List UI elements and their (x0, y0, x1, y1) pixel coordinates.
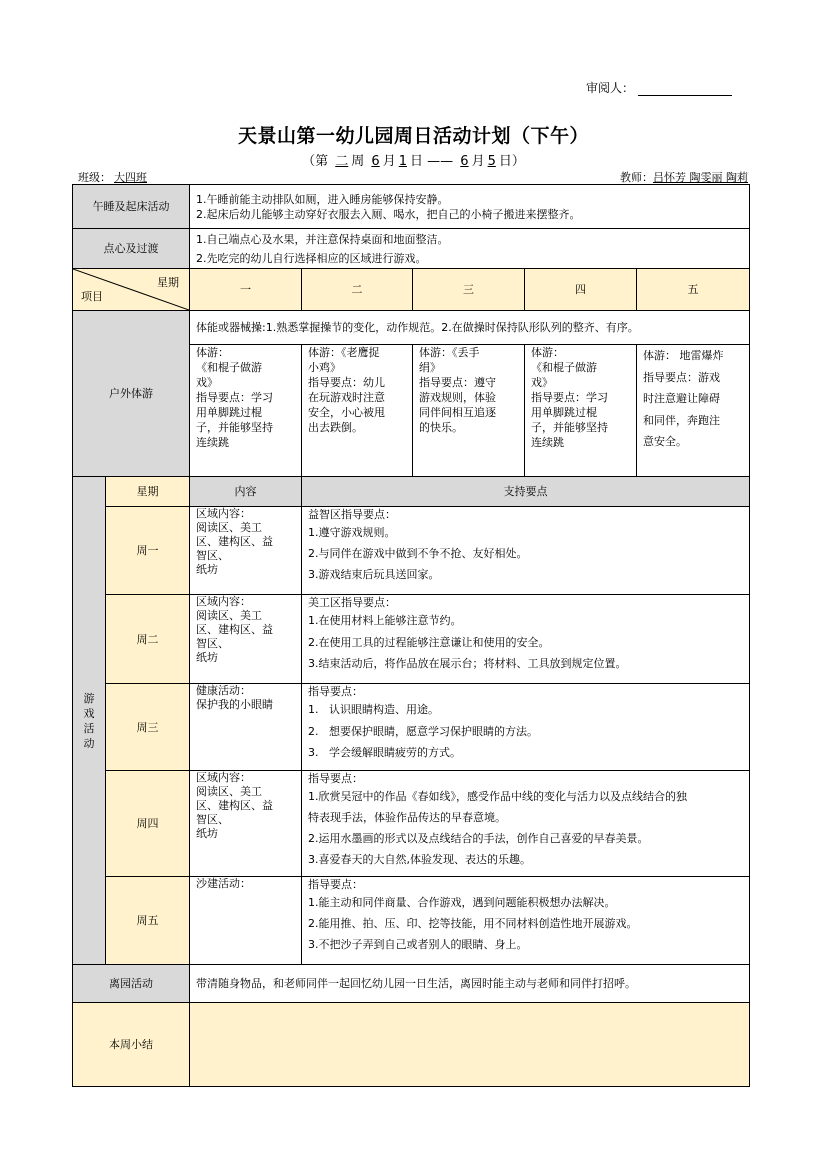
end-day: 5 (487, 154, 496, 169)
support-line: 指导要点： (308, 772, 363, 785)
game-line: 出去跌倒。 (308, 421, 363, 434)
nap-row (73, 185, 750, 229)
game-line: 时注意避让障碍 (643, 392, 720, 405)
snack-line: 1.自己端点心及水果，并注意保持桌面和地面整洁。 (196, 232, 449, 246)
outdoor-exercise: 体能或器械操:1.熟悉掌握操节的变化，动作规范。2.在做操时保持队形队列的整齐、有序。 (190, 311, 750, 345)
game-line: 体游： (196, 346, 229, 359)
games-row (73, 771, 750, 877)
games-header-row (73, 477, 750, 507)
week-unit: 周 (351, 154, 365, 169)
content-line: 纸坊 (196, 651, 218, 664)
game-line: 用单脚跳过棍 (196, 406, 262, 419)
games-day: 周四 (106, 771, 190, 877)
nap-line: 2.起床后幼儿能够主动穿好衣服去入厕、喝水，把自己的小椅子搬进来摆整齐。 (196, 207, 581, 221)
game-line: 的快乐。 (419, 421, 463, 434)
game-line: 指导要点：游戏 (643, 370, 720, 384)
end-day-unit: 日） (498, 154, 525, 169)
support-line: 2.在使用工具的过程能够注意谦让和使用的安全。 (308, 635, 550, 649)
games-row (73, 595, 750, 684)
game-line: 指导要点：遵守 (419, 376, 496, 389)
day-header: 一 (190, 269, 302, 311)
games-support (302, 507, 750, 595)
game-line: 子，并能够坚持 (531, 421, 608, 434)
game-line: 体游： (531, 346, 564, 359)
content-line: 阅读区、美工 (196, 785, 262, 798)
content-line: 区域内容： (196, 595, 251, 608)
start-month: 6 (371, 154, 380, 169)
game-line: 在玩游戏时注意 (308, 391, 385, 404)
support-line: 指导要点： (308, 685, 363, 698)
class-field (78, 169, 175, 185)
support-line: 2.与同伴在游戏中做到不争不抢、友好相处。 (308, 547, 528, 560)
game-line: 体游： 地雷爆炸 (643, 349, 724, 362)
game-line: 戏》 (196, 376, 218, 389)
teacher-label: 教师： (620, 171, 653, 184)
reviewer-label: 审阅人： (586, 81, 635, 95)
games-day: 周三 (106, 684, 190, 771)
corner-weekday-label: 星期 (157, 276, 179, 289)
content-line: 智区、 (196, 813, 229, 826)
support-line: 1.能主动和同伴商量、合作游戏，遇到问题能积极想办法解决。 (308, 896, 616, 909)
week-number: 二 (335, 154, 349, 169)
summary-label: 本周小结 (73, 1003, 190, 1087)
game-line: 《和棍子做游 (531, 361, 597, 374)
summary-content[interactable] (190, 1003, 750, 1087)
day-unit: 日 (410, 154, 424, 169)
game-line: 连续跳 (531, 436, 564, 449)
games-support (302, 771, 750, 877)
class-label: 班级： (78, 171, 111, 184)
teacher-field (620, 169, 748, 185)
support-line: 3.游戏结束后玩具送回家。 (308, 568, 440, 581)
range-dash: —— (427, 154, 454, 169)
outdoor-game-cell (525, 345, 637, 477)
support-line: 3.喜爱春天的大自然,体验发现、表达的乐趣。 (308, 853, 531, 866)
game-line: 连续跳 (196, 436, 229, 449)
snack-line: 2.先吃完的幼儿自行选择相应的区域进行游戏。 (196, 251, 427, 265)
support-line: 1.遵守游戏规则。 (308, 526, 396, 539)
content-line: 纸坊 (196, 827, 218, 840)
game-line: 体游：《老鹰捉 (308, 346, 380, 359)
leave-row (73, 965, 750, 1003)
side-char: 戏 (83, 706, 95, 720)
support-line: 3. 学会缓解眼睛疲劳的方式。 (308, 746, 461, 759)
support-line: 益智区指导要点： (308, 508, 396, 521)
leave-content: 带清随身物品，和老师同伴一起回忆幼儿园一日生活，离园时能主动与老师和同伴打招呼。 (190, 965, 750, 1003)
snack-row (73, 229, 750, 269)
nap-label: 午睡及起床活动 (73, 185, 190, 229)
game-line: 和同伴，奔跑注 (643, 413, 720, 427)
subtitle-open: （第 (302, 154, 329, 169)
support-line: 特表现手法，体验作品传达的早春意境。 (308, 811, 506, 824)
game-line: 小鸡》 (308, 361, 341, 374)
games-content (190, 877, 302, 965)
corner-header (73, 269, 190, 311)
page-title: 天景山第一幼儿园周日活动计划（下午） (237, 125, 589, 147)
content-line: 智区、 (196, 637, 229, 650)
outdoor-exercise-row (73, 311, 750, 345)
end-month: 6 (460, 154, 469, 169)
content-line: 智区、 (196, 549, 229, 562)
games-content (190, 684, 302, 771)
game-line: 意安全。 (643, 435, 687, 448)
games-row (73, 507, 750, 595)
game-line: 游戏规则，体验 (419, 391, 496, 404)
day-header: 四 (525, 269, 637, 311)
support-line: 3.不把沙子弄到自己或者别人的眼睛、身上。 (308, 938, 528, 951)
content-line: 区、建构区、益 (196, 799, 273, 812)
content-line: 阅读区、美工 (196, 521, 262, 534)
plan-table (72, 184, 750, 1087)
col-day-header: 星期 (106, 477, 190, 507)
content-line: 阅读区、美工 (196, 609, 262, 622)
game-line: 指导要点：幼儿 (308, 376, 385, 389)
outdoor-game-cell (637, 345, 750, 477)
nap-line: 1.午睡前能主动排队如厕，进入睡房能够保持安静。 (196, 192, 449, 206)
start-day: 1 (398, 154, 407, 169)
game-line: 绢》 (419, 361, 441, 374)
corner-item-label: 项目 (81, 290, 103, 303)
support-line: 2. 想要保护眼睛，愿意学习保护眼睛的方法。 (308, 724, 538, 738)
games-day: 周一 (106, 507, 190, 595)
col-support-header: 支持要点 (302, 477, 750, 507)
outdoor-game-cell (413, 345, 525, 477)
support-line: 美工区指导要点： (308, 596, 396, 609)
support-line: 3.结束活动后，将作品放在展示台；将材料、工具放到规定位置。 (308, 657, 627, 670)
outdoor-label: 户外体游 (73, 311, 190, 477)
day-header: 三 (413, 269, 525, 311)
games-day: 周五 (106, 877, 190, 965)
games-support (302, 595, 750, 684)
teacher-value: 吕怀芳 陶雯丽 陶莉 (653, 171, 748, 184)
day-header: 五 (637, 269, 750, 311)
date-range (0, 150, 827, 169)
content-line: 区域内容： (196, 771, 251, 784)
games-row (73, 684, 750, 771)
games-support (302, 684, 750, 771)
content-line: 纸坊 (196, 563, 218, 576)
content-line: 健康活动： (196, 684, 251, 697)
game-line: 子，并能够坚持 (196, 421, 273, 434)
games-content (190, 595, 302, 684)
game-line: 体游：《丢手 (419, 346, 480, 359)
content-line: 区、建构区、益 (196, 535, 273, 548)
game-line: 指导要点：学习 (531, 391, 608, 404)
support-line: 1. 认识眼睛构造、用途。 (308, 703, 439, 716)
side-char: 活 (83, 721, 95, 735)
game-line: 《和棍子做游 (196, 361, 262, 374)
side-char: 游 (83, 691, 95, 705)
game-line: 安全，小心被甩 (308, 406, 385, 419)
outdoor-game-cell (190, 345, 302, 477)
reviewer-signature-line[interactable] (638, 83, 732, 96)
games-support (302, 877, 750, 965)
snack-content (190, 229, 750, 269)
content-line: 区域内容： (196, 507, 251, 520)
game-line: 指导要点：学习 (196, 391, 273, 404)
support-line: 2.运用水墨画的形式以及点线结合的手法，创作自己喜爱的早春美景。 (308, 832, 649, 845)
content-line: 沙建活动： (196, 877, 251, 890)
end-month-unit: 月 (471, 154, 485, 169)
summary-row (73, 1003, 750, 1087)
month-unit: 月 (382, 154, 396, 169)
games-content (190, 771, 302, 877)
game-line: 同伴间相互追逐 (419, 406, 496, 419)
content-line: 保护我的小眼睛 (196, 698, 273, 711)
col-content-header: 内容 (190, 477, 302, 507)
reviewer-field (586, 79, 732, 96)
outdoor-game-cell (302, 345, 413, 477)
game-line: 用单脚跳过棍 (531, 406, 597, 419)
support-line: 指导要点： (308, 878, 363, 891)
nap-content (190, 185, 750, 229)
leave-label: 离园活动 (73, 965, 190, 1003)
games-content (190, 507, 302, 595)
games-day: 周二 (106, 595, 190, 684)
support-line: 1.欣赏吴冠中的作品《春如线》，感受作品中线的变化与活力以及点线结合的独 (308, 790, 687, 803)
day-header: 二 (302, 269, 413, 311)
games-side-label (73, 477, 106, 965)
support-line: 2.能用推、拍、压、印、挖等技能，用不同材料创造性地开展游戏。 (308, 917, 638, 930)
content-line: 区、建构区、益 (196, 623, 273, 636)
side-char: 动 (83, 736, 95, 750)
games-row (73, 877, 750, 965)
support-line: 1.在使用材料上能够注意节约。 (308, 614, 462, 627)
class-value: 大四班 (114, 171, 147, 184)
week-header-row (73, 269, 750, 311)
game-line: 戏》 (531, 376, 553, 389)
snack-label: 点心及过渡 (73, 229, 190, 269)
